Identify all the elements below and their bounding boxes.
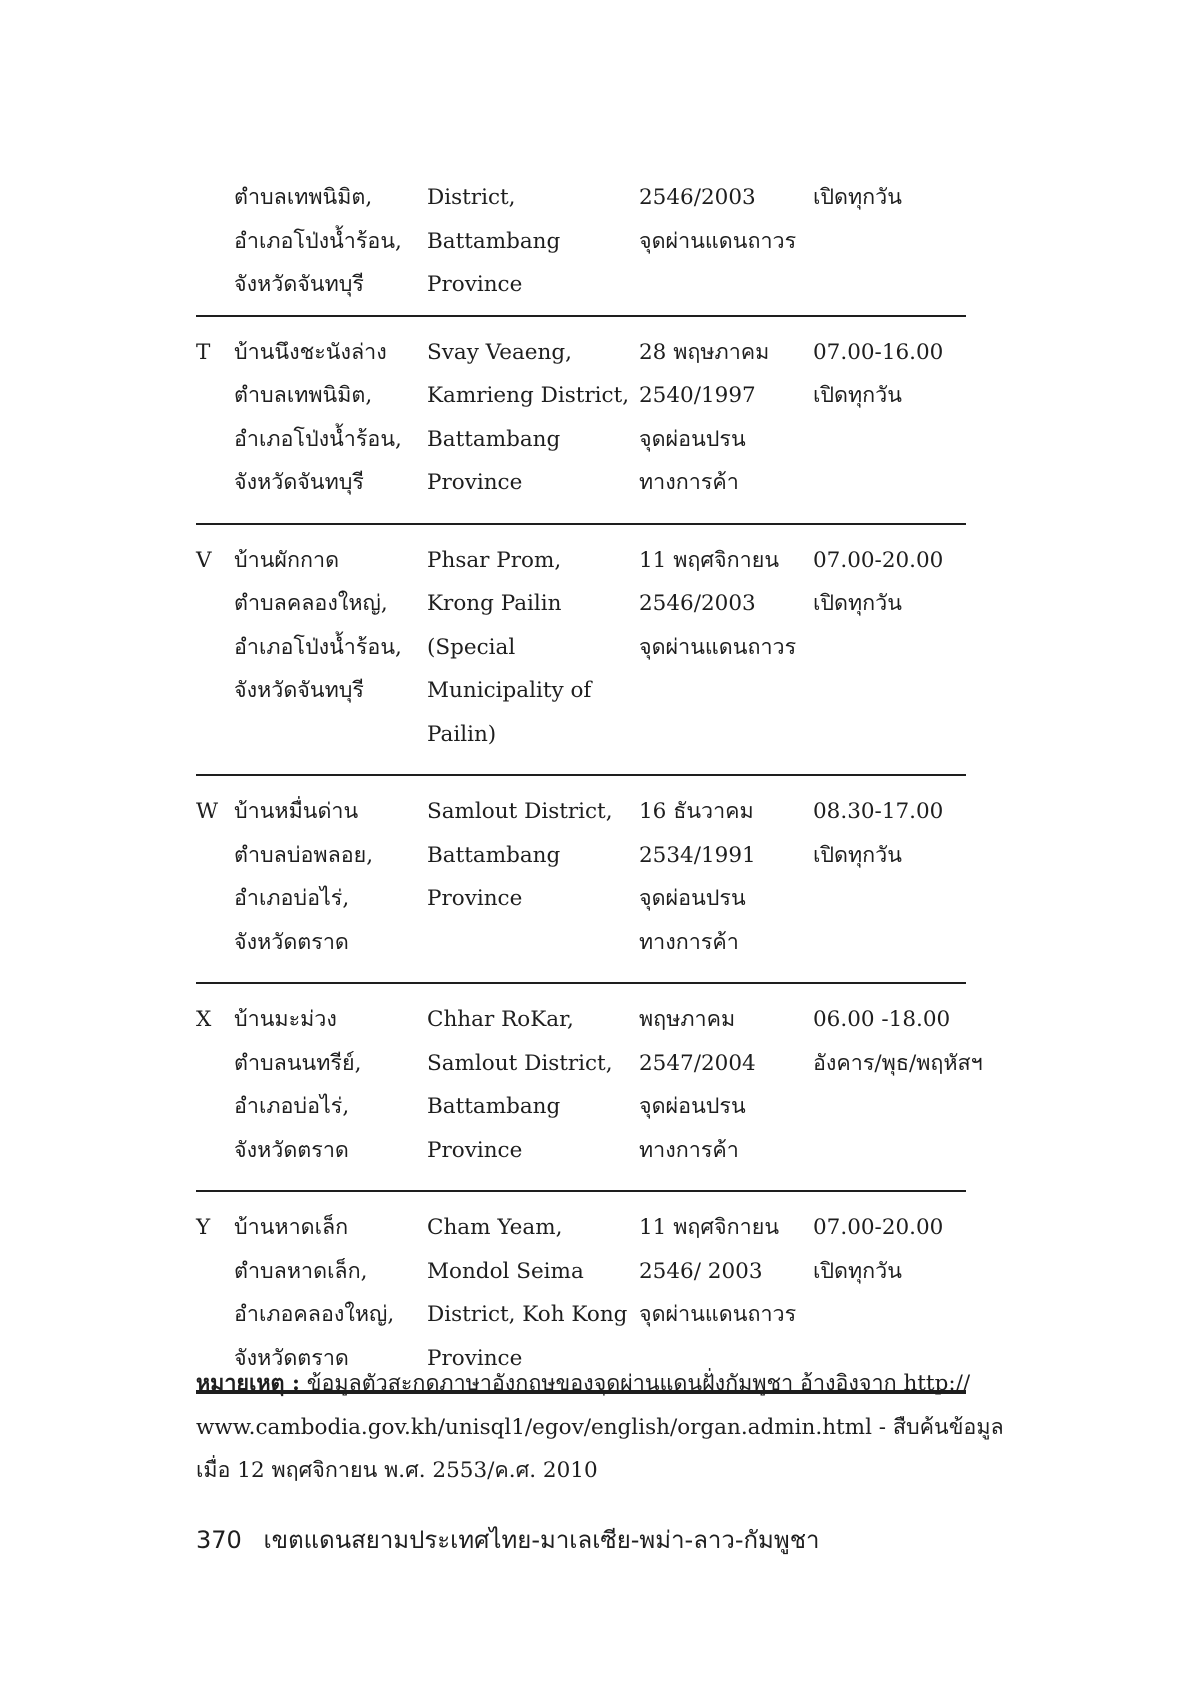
cell-line: พฤษภาคม: [639, 1007, 736, 1032]
footnote-text: ข้อมูลตัวสะกดภาษาอังกฤษของจุดผ่านแดนฝั่งกัมพูชา อ้างอิงจาก http://: [306, 1371, 971, 1396]
cell-line: เปิดทุกวัน: [813, 383, 902, 408]
opening-hours-cell: [813, 524, 966, 776]
cell-line: 16 ธันวาคม: [639, 799, 754, 824]
cell-line: ทางการค้า: [639, 929, 739, 955]
cell-line: จังหวัดจันทบุรี: [234, 272, 364, 297]
thai-location-cell: [234, 316, 427, 524]
cell-line: Samlout District,: [427, 799, 613, 824]
cell-line: ทางการค้า: [639, 470, 739, 495]
row-code-cell: Y: [196, 1215, 211, 1240]
cell-line: Battambang: [427, 228, 561, 254]
cell-line: ตำบลหาดเล็ก,: [234, 1258, 368, 1284]
cell-line: อังคาร/พุธ/พฤหัสฯ: [813, 1050, 983, 1076]
cell-line: จังหวัดตราด: [234, 1137, 349, 1163]
cell-line: จังหวัดจันทบุรี: [234, 678, 364, 703]
cell-line: Province: [427, 1137, 523, 1163]
cell-line: อำเภอคลองใหญ่,: [234, 1302, 395, 1327]
table-row: [196, 983, 966, 1191]
cell-line: Province: [427, 1345, 523, 1371]
cell-line: (Special: [427, 634, 516, 660]
cell-line: Chhar RoKar,: [427, 1007, 574, 1032]
cell-line: ตำบลบ่อพลอย,: [234, 842, 374, 868]
cell-line: Mondol Seima: [427, 1258, 584, 1284]
footnote: [196, 1362, 1006, 1493]
thai-location-cell: [234, 176, 427, 316]
cell-line: 28 พฤษภาคม: [639, 339, 770, 365]
cell-line: จุดผ่านแดนถาวร: [639, 228, 797, 254]
cell-line: จุดผ่อนปรน: [639, 426, 746, 452]
table-body: [196, 176, 983, 1392]
thai-location-cell: [234, 775, 427, 983]
row-code-cell: X: [196, 1007, 212, 1032]
cell-line: อำเภอโป่งน้ำร้อน,: [234, 426, 402, 452]
cell-line: 2546/ 2003: [639, 1258, 763, 1284]
running-title: เขตแดนสยามประเทศไทย-มาเลเซีย-พม่า-ลาว-กัมพูชา: [263, 1526, 820, 1554]
opening-date-cell: [639, 775, 813, 983]
cell-line: จุดผ่อนปรน: [639, 886, 746, 911]
table-row: [196, 775, 966, 983]
cell-line: ตำบลเทพนิมิต,: [234, 185, 373, 210]
opening-date-cell: [639, 176, 813, 316]
cell-line: 2534/1991: [639, 842, 756, 868]
cell-line: อำเภอบ่อไร่,: [234, 886, 350, 911]
cell-line: 11 พฤศจิกายน: [639, 1215, 780, 1240]
cell-line: 2546/2003: [639, 185, 756, 210]
cambodia-location-cell: [427, 176, 639, 316]
footnote-line: www.cambodia.gov.kh/unisql1/egov/english/organ.admin.html - สืบค้นข้อมูล: [196, 1414, 1004, 1440]
opening-date-cell: [639, 316, 813, 524]
cell-line: 2547/2004: [639, 1050, 756, 1076]
cell-line: 07.00-20.00: [813, 1215, 944, 1240]
cell-line: เปิดทุกวัน: [813, 842, 902, 868]
cell-line: อำเภอโป่งน้ำร้อน,: [234, 228, 402, 254]
opening-hours-cell: [813, 316, 966, 524]
cell-line: 11 พฤศจิกายน: [639, 547, 780, 573]
cambodia-location-cell: [427, 524, 639, 776]
row-code-cell: [196, 176, 234, 316]
cell-line: Province: [427, 470, 523, 495]
cell-line: ตำบลนนทรีย์,: [234, 1050, 362, 1076]
table-row: [196, 176, 966, 316]
table-row: [196, 316, 966, 524]
cell-line: Phsar Prom,: [427, 547, 562, 573]
cell-line: Krong Pailin: [427, 591, 562, 616]
opening-hours-cell: [813, 983, 983, 1191]
cell-line: บ้านผักกาด: [234, 547, 340, 573]
cell-line: District, Koh Kong: [427, 1302, 628, 1327]
cell-line: เปิดทุกวัน: [813, 591, 902, 616]
cell-line: จังหวัดตราด: [234, 929, 349, 955]
opening-hours-cell: [813, 176, 966, 316]
cell-line: 06.00 -18.00: [813, 1007, 951, 1032]
cell-line: อำเภอโป่งน้ำร้อน,: [234, 634, 402, 660]
page-number: 370: [196, 1526, 242, 1554]
cell-line: 08.30-17.00: [813, 799, 944, 824]
cell-line: Battambang: [427, 1094, 561, 1119]
opening-date-cell: [639, 983, 813, 1191]
cell-line: ตำบลเทพนิมิต,: [234, 383, 373, 408]
row-code-cell: V: [196, 547, 212, 573]
cell-line: บ้านหมื่นด่าน: [234, 799, 359, 824]
cambodia-location-cell: [427, 316, 639, 524]
cell-line: บ้านหาดเล็ก: [234, 1215, 349, 1240]
cambodia-location-cell: [427, 775, 639, 983]
cell-line: Pailin): [427, 721, 497, 747]
cell-line: Battambang: [427, 842, 561, 868]
cell-line: District,: [427, 185, 516, 210]
cell-line: เปิดทุกวัน: [813, 185, 902, 210]
thai-location-cell: [234, 524, 427, 776]
cell-line: จังหวัดตราด: [234, 1345, 349, 1371]
row-code-cell: T: [196, 339, 211, 365]
row-code-cell: W: [196, 799, 219, 824]
footnote-label: หมายเหตุ :: [196, 1371, 300, 1396]
thai-location-cell: [234, 983, 427, 1191]
cambodia-location-cell: [427, 983, 639, 1191]
opening-date-cell: [639, 524, 813, 776]
cell-line: จุดผ่านแดนถาวร: [639, 634, 797, 660]
cell-line: Province: [427, 886, 523, 911]
page-footer: [196, 1520, 819, 1560]
footnote-line: [196, 1362, 1006, 1406]
cell-line: Battambang: [427, 426, 561, 452]
footnote-line: เมื่อ 12 พฤศจิกายน พ.ศ. 2553/ค.ศ. 2010: [196, 1458, 598, 1483]
cell-line: 2540/1997: [639, 383, 756, 408]
cell-line: Samlout District,: [427, 1050, 613, 1076]
table-row: [196, 524, 966, 776]
cell-line: จังหวัดจันทบุรี: [234, 470, 364, 495]
cell-line: Province: [427, 272, 523, 297]
cell-line: Kamrieng District,: [427, 383, 630, 408]
cell-line: Cham Yeam,: [427, 1215, 563, 1240]
cell-line: 07.00-20.00: [813, 547, 944, 573]
cell-line: 07.00-16.00: [813, 339, 944, 365]
cell-line: อำเภอบ่อไร่,: [234, 1094, 350, 1119]
cell-line: บ้านนึงชะนังล่าง: [234, 339, 387, 365]
opening-hours-cell: [813, 775, 966, 983]
cell-line: ตำบลคลองใหญ่,: [234, 591, 388, 616]
cell-line: เปิดทุกวัน: [813, 1258, 902, 1284]
cell-line: Municipality of: [427, 678, 592, 703]
cell-line: 2546/2003: [639, 591, 756, 616]
cell-line: Svay Veaeng,: [427, 339, 572, 365]
cell-line: บ้านมะม่วง: [234, 1007, 337, 1032]
border-crossings-table: [196, 176, 983, 1394]
cell-line: ทางการค้า: [639, 1137, 739, 1163]
cell-line: จุดผ่านแดนถาวร: [639, 1302, 797, 1327]
cell-line: จุดผ่อนปรน: [639, 1094, 746, 1119]
